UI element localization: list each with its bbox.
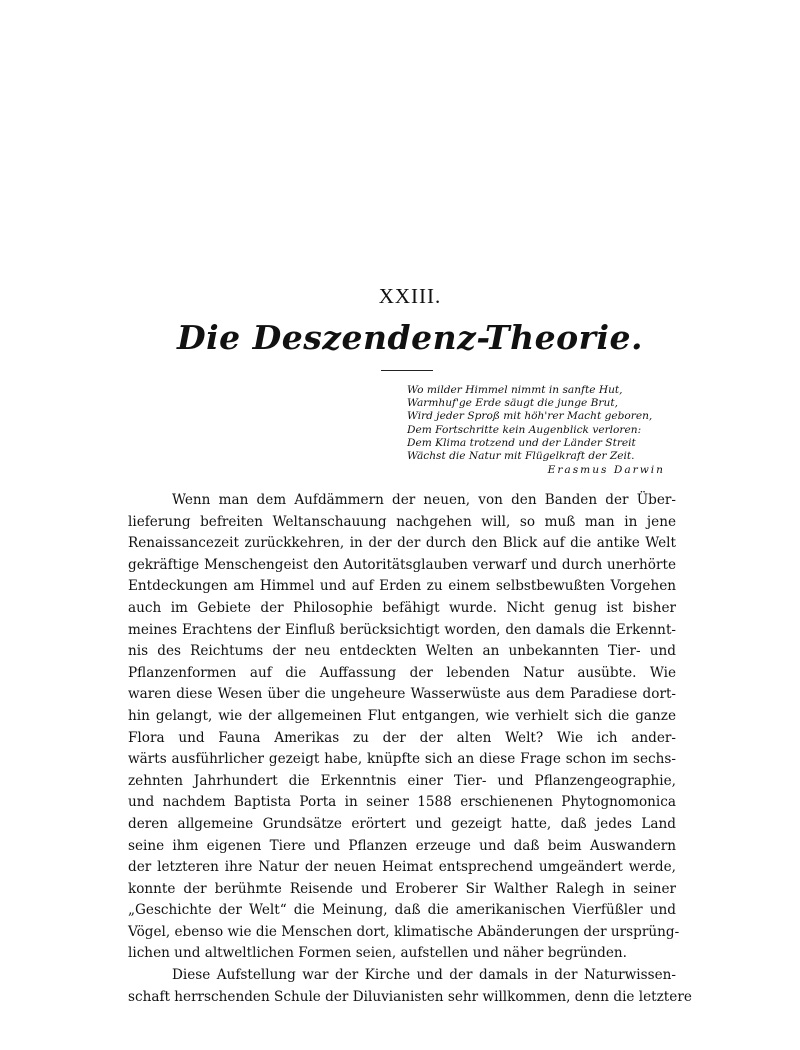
body-line: deren allgemeine Grundsätze erörtert und gezeigt hatte, daß jedes Land: [128, 815, 676, 832]
epigraph-line: Warmhuf'ge Erde säugt die junge Brut,: [407, 397, 618, 410]
body-line: Flora und Fauna Amerikas zu der der alten Welt? Wie ich ander-: [128, 729, 676, 746]
body-line: zehnten Jahrhundert die Erkenntnis einer Tier- und Pflanzengeographie,: [128, 772, 676, 789]
body-line: und nachdem Baptista Porta in seiner 1588 erschienenen Phytognomonica: [128, 794, 676, 811]
body-line: der letzteren ihre Natur der neuen Heimat entsprechend umgeändert werde,: [128, 859, 676, 876]
body-line: wärts ausführlicher gezeigt habe, knüpfte sich an diese Frage schon im sechs-: [128, 751, 676, 768]
body-line: Wenn man dem Aufdämmern der neuen, von den Banden der Über-: [172, 492, 676, 508]
body-line: seine ihm eigenen Tiere und Pflanzen erzeuge und daß beim Auswandern: [128, 837, 676, 854]
body-line: auch im Gebiete der Philosophie befähigt wurde. Nicht genug ist bisher: [128, 599, 676, 616]
epigraph-line: Wächst die Natur mit Flügelkraft der Zeit.: [407, 450, 635, 463]
title-divider: [381, 370, 433, 371]
chapter-title: Die Deszendenz-Theorie.: [176, 318, 644, 357]
body-line: hin gelangt, wie der allgemeinen Flut entgangen, wie verhielt sich die ganze: [128, 707, 676, 724]
epigraph: [407, 384, 669, 477]
body-line: nis des Reichtums der neu entdeckten Welten an unbekannten Tier- und: [128, 643, 676, 660]
body-line: Renaissancezeit zurückkehren, in der der durch den Blick auf die antike Welt: [128, 535, 676, 552]
body-line: lichen und altweltlichen Formen seien, aufstellen und näher begründen.: [128, 945, 627, 962]
epigraph-line: Wo milder Himmel nimmt in sanfte Hut,: [407, 384, 623, 396]
epigraph-line: Wird jeder Sproß mit höh'rer Macht geboren,: [407, 410, 653, 423]
body-line: Vögel, ebenso wie die Menschen dort, klimatische Abänderungen der ursprüng-: [128, 923, 680, 940]
body-line: schaft herrschenden Schule der Diluvianisten sehr willkommen, denn die letztere: [128, 988, 692, 1005]
body-line: Diese Aufstellung war der Kirche und der damals in der Naturwissen-: [172, 967, 676, 984]
body-text: [128, 490, 692, 1008]
body-line: waren diese Wesen über die ungeheure Wasserwüste aus dem Paradiese dort-: [128, 686, 676, 703]
body-line: Pflanzenformen auf die Auffassung der lebenden Natur ausübte. Wie: [128, 664, 676, 681]
epigraph-line: Dem Klima trotzend und der Länder Streit: [407, 436, 636, 449]
body-line: meines Erachtens der Einfluß berücksichtigt worden, den damals die Erkennt-: [128, 621, 676, 638]
epigraph-line: Dem Fortschritte kein Augenblick verloren:: [407, 423, 642, 436]
body-line: lieferung befreiten Weltanschauung nachgehen will, so muß man in jene: [128, 513, 676, 530]
chapter-number: XXIII.: [378, 284, 442, 308]
body-line: Entdeckungen am Himmel und auf Erden zu einem selbstbewußten Vorgehen: [128, 578, 676, 595]
body-line: gekräftige Menschengeist den Autoritätsglauben verwarf und durch unerhörte: [128, 556, 676, 573]
body-line: „Geschichte der Welt“ die Meinung, daß die amerikanischen Vierfüßler und: [128, 902, 676, 919]
epigraph-attribution: Erasmus Darwin: [547, 464, 665, 477]
body-line: konnte der berühmte Reisende und Eroberer Sir Walther Ralegh in seiner: [128, 880, 676, 897]
